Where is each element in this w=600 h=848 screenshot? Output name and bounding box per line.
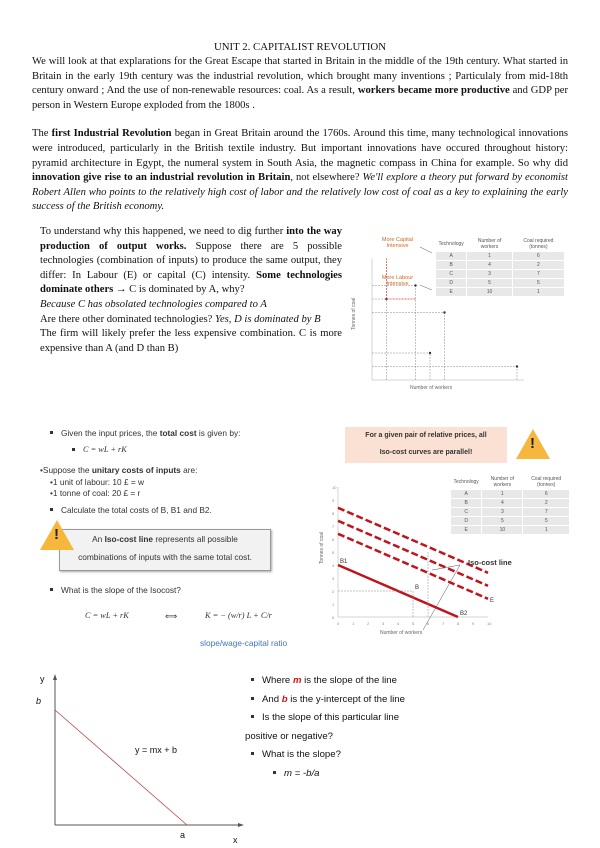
cost-equation: C = wL + rK	[85, 611, 129, 620]
m-symbol: m	[292, 675, 302, 686]
column-header: Technology	[438, 241, 464, 247]
text: And	[262, 693, 282, 705]
isocost-line-label: Iso-cost line	[468, 558, 512, 567]
table-cell: 10	[467, 288, 512, 297]
text: Where	[262, 675, 293, 686]
bullet	[245, 672, 405, 691]
text: is given by:	[196, 428, 241, 438]
text: C = wL + rK	[83, 445, 127, 454]
parallel-isocost-slide	[320, 425, 570, 640]
table-cell: C	[436, 270, 467, 279]
technologies-figure	[350, 235, 565, 395]
table-cell: A	[436, 252, 467, 261]
x-tick-label: 6	[427, 621, 430, 626]
x-intercept-label: a	[180, 830, 186, 840]
warning-icon	[40, 520, 74, 550]
data-point	[516, 365, 518, 367]
arrow	[420, 285, 432, 290]
pointer	[432, 565, 460, 570]
arrow	[420, 247, 432, 253]
capital-intensive-label: More Capital Intensive	[381, 237, 414, 249]
bold-text: workers became more productive	[357, 85, 510, 97]
bold-text: Iso-cost line	[104, 534, 154, 544]
text: combinations of inputs with the same total cost.	[78, 552, 252, 562]
text: Suppose there are 5 possible technologies (combination of inputs) to produce the same output, they differ: In Labour (E) or capital (C) intensity.	[40, 240, 342, 281]
table-cell: 1	[482, 490, 523, 499]
y-tick-label: 8	[332, 511, 335, 516]
bold-text: into the way production of output works.	[40, 225, 342, 252]
text: What is the slope?	[262, 749, 341, 761]
italic-text: Yes, D is dominated by B	[215, 313, 321, 325]
table-cell: 4	[482, 499, 523, 508]
column-header: Coal required (tonnes)	[531, 476, 562, 488]
y-tick-label: 10	[332, 485, 337, 490]
x-tick-label: 5	[412, 621, 415, 626]
y-tick-label: 5	[332, 550, 335, 555]
text: is the slope of the line	[301, 675, 397, 686]
bullet	[245, 709, 405, 728]
table-cell: 7	[512, 270, 564, 279]
y-tick-label: 9	[332, 498, 335, 503]
bullet-slope-question	[50, 585, 181, 595]
table-cell: 6	[523, 490, 570, 499]
intro-paragraph	[32, 55, 568, 113]
x-tick-label: 9	[472, 621, 475, 626]
table-cell: 2	[512, 261, 564, 270]
table-cell: 3	[467, 270, 512, 279]
column-header: Number of workers	[490, 476, 515, 488]
warning-icon	[516, 429, 550, 459]
x-tick-label: 2	[367, 621, 370, 626]
bold-text: Some technologies dominate others	[40, 269, 342, 296]
page-title: UNIT 2. CAPITALIST REVOLUTION	[213, 41, 387, 53]
x-axis-label: x	[233, 835, 238, 845]
table-cell: 4	[467, 261, 512, 270]
isocost-equation: K = − (w/r) L + C/r	[205, 611, 272, 620]
text: Iso-cost curves are parallel!	[379, 449, 473, 456]
text: m = -b/a	[284, 767, 320, 779]
table-cell: 3	[482, 508, 523, 517]
text: , not elsewhere?	[290, 172, 363, 184]
technologies-paragraph	[40, 225, 342, 356]
y-tick-label: 6	[332, 537, 335, 542]
point-label: E	[490, 598, 495, 604]
bold-text: innovation give rise to an industrial revolution in Britain	[32, 172, 291, 184]
italic-text: Because C has obsolated technologies compared to A	[40, 298, 267, 310]
text: Given the input prices, the	[61, 428, 160, 438]
y-axis-label: Tonnes of coal	[351, 297, 357, 330]
y-tick-label: 2	[332, 589, 335, 594]
text: We will look at that explarations for the Great Escape that started in Britain in the middle of the 19th century. What started in Britain in the early 19th century was the industrial revolution, which brought many inventions ; Particulaly from mid-18th century onward ; And the use of non-renewable resources: coal. As a result,	[32, 56, 568, 97]
equivalence-arrow: ⟺	[165, 611, 177, 621]
table-cell: B	[436, 261, 467, 270]
table-cell: 1	[523, 526, 570, 535]
x-tick-label: 8	[457, 621, 460, 626]
bold-text: first Industrial Revolution	[51, 128, 172, 140]
table-cell: 7	[523, 508, 570, 517]
bullet-calculate	[50, 505, 212, 515]
labour-cost: •1 unit of labour: 10 £ = w	[50, 477, 145, 487]
point-label: B2	[460, 611, 468, 617]
point-label: B	[415, 585, 420, 591]
isocost-slide	[40, 425, 315, 650]
table-cell: 10	[482, 526, 523, 535]
parallel-note	[345, 427, 507, 463]
x-tick-label: 0	[337, 621, 340, 626]
x-tick-label: 1	[352, 621, 355, 626]
text: For a given pair of relative prices, all	[365, 432, 487, 439]
point-label: B1	[340, 559, 348, 565]
text: began in Great Britain around the 1760s. Around this time, many technological innovations were introduced, particularly in the British textile industry. But important innovations have occured throughout history: pyramid architecture in Egypt, the numeral system in South Asia, the magnetic compass in China for example. So why did	[32, 128, 568, 169]
text: The firm will likely prefer the less expensive combination. C is more expensive than A (and D than B)	[40, 328, 342, 354]
text: An	[92, 534, 105, 544]
text: To understand why this happened, we need to dig further	[40, 225, 287, 237]
y-tick-label: 4	[332, 563, 335, 568]
text: The	[32, 128, 52, 140]
line-equation: y = mx + b	[135, 745, 178, 755]
y-axis-label: Tonnes of coal	[319, 531, 326, 565]
table-cell: 5	[467, 279, 512, 288]
text: Is the slope of this particular line	[262, 712, 400, 724]
sub-bullet	[245, 765, 405, 784]
x-tick-label: 10	[487, 621, 492, 626]
x-tick-label: 7	[442, 621, 445, 626]
bullet-total-cost	[50, 428, 240, 438]
y-intercept-label: b	[36, 696, 42, 706]
column-header: Number of workers	[477, 238, 502, 250]
industrial-revolution-paragraph	[32, 127, 568, 215]
text: !	[54, 526, 59, 543]
text: Are there other dominated technologies?	[40, 313, 216, 325]
linear-equation-graph	[30, 670, 260, 845]
text: represents all possible	[153, 534, 238, 544]
text: •Suppose the	[40, 465, 92, 475]
text: Calculate the total costs of B, B1 and B2.	[61, 505, 212, 515]
bullet-unitary-costs	[40, 465, 197, 475]
y-tick-label: 0	[332, 615, 335, 620]
table-cell: D	[436, 279, 467, 288]
isocost-dashed-line	[338, 508, 488, 573]
formula	[72, 445, 127, 454]
table-cell: 5	[512, 279, 564, 288]
x-axis-label: Number of workers	[380, 630, 423, 636]
column-header: Coal required (tonnes)	[523, 238, 554, 250]
column-header: Technology	[453, 479, 479, 485]
text: → C is dominated by A, why?	[113, 284, 245, 296]
table-cell: E	[451, 526, 482, 535]
y-tick-label: 1	[332, 602, 335, 607]
data-point	[414, 284, 416, 286]
labour-intensive-label: More Labour Intensive	[381, 275, 414, 287]
y-axis-label: y	[40, 674, 45, 684]
table-cell: E	[436, 288, 467, 297]
data-point	[443, 311, 445, 313]
table-cell: A	[451, 490, 482, 499]
y-tick-label: 3	[332, 576, 335, 581]
table-cell: 1	[512, 288, 564, 297]
slope-bullets	[245, 672, 405, 784]
table-cell: B	[451, 499, 482, 508]
bullet	[245, 746, 405, 765]
table-cell: 2	[523, 499, 570, 508]
text: is the y-intercept of the line	[287, 693, 405, 705]
table-cell: 5	[523, 517, 570, 526]
x-axis-label: Number of workers	[410, 385, 453, 391]
slope-label: slope/wage-capital ratio	[200, 638, 288, 648]
isocost-definition-box	[59, 529, 271, 571]
bullet-continuation: positive or negative?	[245, 730, 333, 742]
text: and GDP per person in Western Europe exploded from the 1800s .	[32, 85, 568, 111]
italic-text: We'll explore a theory put forward by economist Robert Allen who points to the relatively high cost of labor and the relatively low cost of coal as a key to explaining the early success of the British economy.	[32, 172, 568, 213]
bold-text: total cost	[159, 428, 197, 438]
table-cell: 5	[482, 517, 523, 526]
text: are:	[180, 465, 198, 475]
data-point	[429, 352, 431, 354]
table-cell: C	[451, 508, 482, 517]
bullet	[245, 691, 405, 710]
line-graph	[30, 670, 260, 845]
x-tick-label: 3	[382, 621, 385, 626]
table-cell: 6	[512, 252, 564, 261]
coal-cost: •1 tonne of coal: 20 £ = r	[50, 488, 141, 498]
isocost-chart	[320, 470, 570, 640]
x-tick-label: 4	[397, 621, 400, 626]
technologies-scatter	[350, 235, 565, 395]
isocost-dashed-line	[338, 534, 488, 599]
table-cell: 1	[467, 252, 512, 261]
b-symbol: b	[281, 693, 288, 705]
text: What is the slope of the Isocost?	[61, 585, 181, 595]
text: !	[530, 435, 535, 452]
y-tick-label: 7	[332, 524, 335, 529]
table-cell: D	[451, 517, 482, 526]
bold-text: unitary costs of inputs	[91, 465, 181, 475]
